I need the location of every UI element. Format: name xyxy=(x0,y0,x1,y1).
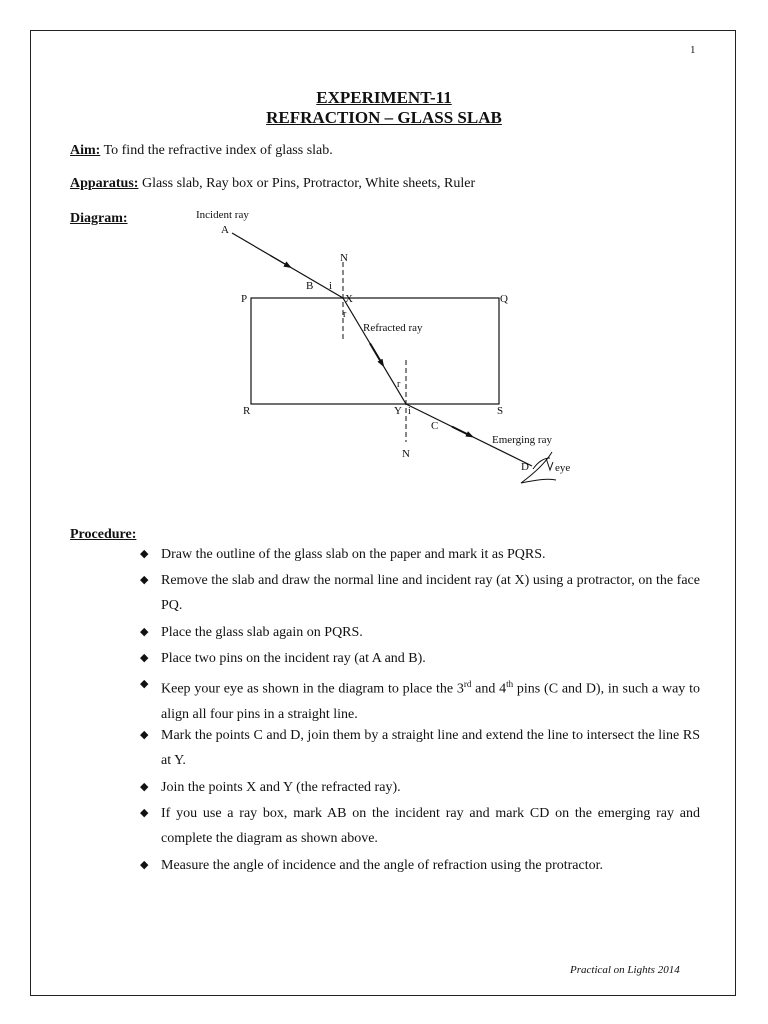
diamond-bullet-icon: ◆ xyxy=(140,807,149,819)
procedure-step-text: If you use a ray box, mark AB on the incident ray and mark CD on the emerging ray and complete the diagram as shown above. xyxy=(161,806,700,846)
diamond-bullet-icon: ◆ xyxy=(140,626,149,638)
procedure-step xyxy=(140,542,700,567)
incident-ray-label: Incident ray xyxy=(196,209,249,221)
procedure-step xyxy=(140,620,700,645)
corner-p-label: P xyxy=(241,293,248,305)
incident-ray-arrow xyxy=(270,255,290,267)
diagram-label: Diagram: xyxy=(70,211,128,226)
procedure-step-text: Measure the angle of incidence and the angle of refraction using the protractor. xyxy=(161,858,603,873)
point-x-label: X xyxy=(345,293,353,305)
point-a-label: A xyxy=(221,224,229,236)
refracted-ray-arrow xyxy=(370,343,383,365)
eye-label: eye xyxy=(555,462,571,474)
diamond-bullet-icon: ◆ xyxy=(140,859,149,871)
diamond-bullet-icon: ◆ xyxy=(140,548,149,560)
normal-n-bottom-label: N xyxy=(402,448,410,460)
apparatus-label: Apparatus: xyxy=(70,176,139,191)
angle-r-bottom-label: r xyxy=(397,379,401,390)
experiment-title: EXPERIMENT-11 xyxy=(316,88,452,107)
procedure-heading xyxy=(70,527,136,543)
procedure-step xyxy=(140,672,700,727)
diamond-bullet-icon: ◆ xyxy=(140,652,149,664)
procedure-step xyxy=(140,568,700,618)
point-b-label: B xyxy=(306,280,314,292)
normal-n-top-label: N xyxy=(340,252,348,264)
point-y-label: Y xyxy=(394,405,402,417)
corner-r-label: R xyxy=(243,405,251,417)
experiment-subtitle: REFRACTION – GLASS SLAB xyxy=(266,108,502,127)
corner-q-label: Q xyxy=(500,293,508,305)
procedure-step xyxy=(140,723,700,773)
diamond-bullet-icon: ◆ xyxy=(140,729,149,741)
ordinal-superscript: th xyxy=(506,679,514,689)
procedure-step-text xyxy=(161,672,700,727)
page-number: 1 xyxy=(690,44,696,56)
step-text-part: pins (C and D), in such a way to align all four pins in a straight line. xyxy=(161,681,700,722)
diamond-bullet-icon: ◆ xyxy=(140,781,149,793)
diamond-bullet-icon: ◆ xyxy=(140,574,149,586)
procedure-step xyxy=(140,801,700,851)
procedure-step-text: Place two pins on the incident ray (at A and B). xyxy=(161,651,426,666)
procedure-step xyxy=(140,646,700,671)
procedure-step-text: Place the glass slab again on PQRS. xyxy=(161,625,363,640)
procedure-step-text: Mark the points C and D, join them by a straight line and extend the line to intersect the line RS at Y. xyxy=(161,728,700,768)
aim-label: Aim: xyxy=(70,143,101,158)
angle-i-bottom-label: i xyxy=(408,406,411,417)
step-text-part: and 4 xyxy=(471,681,507,697)
procedure-step-text: Remove the slab and draw the normal line and incident ray (at X) using a protractor, on the face PQ. xyxy=(161,573,700,613)
procedure-step xyxy=(140,853,700,878)
apparatus-text: Glass slab, Ray box or Pins, Protractor, White sheets, Ruler xyxy=(138,176,476,191)
procedure-step-text: Join the points X and Y (the refracted ray). xyxy=(161,780,401,795)
procedure-label: Procedure: xyxy=(70,527,137,542)
refracted-ray-label: Refracted ray xyxy=(363,322,423,334)
angle-i-top-label: i xyxy=(329,280,333,292)
emerging-ray-label: Emerging ray xyxy=(492,434,552,446)
emerging-ray-arrow xyxy=(452,427,472,437)
corner-s-label: S xyxy=(497,405,504,417)
point-c-label: C xyxy=(431,420,439,432)
procedure-step-text: Draw the outline of the glass slab on the paper and mark it as PQRS. xyxy=(161,547,546,562)
ordinal-superscript: rd xyxy=(463,679,472,689)
aim-text: To find the refractive index of glass slab. xyxy=(100,143,333,158)
angle-r-top-label: r xyxy=(343,309,347,320)
procedure-step xyxy=(140,775,700,800)
footer-text: Practical on Lights 2014 xyxy=(570,964,680,976)
step-text-part: Keep your eye as shown in the diagram to place the 3 xyxy=(161,681,464,697)
diamond-bullet-icon: ◆ xyxy=(140,678,149,690)
point-d-label: D xyxy=(521,461,529,473)
